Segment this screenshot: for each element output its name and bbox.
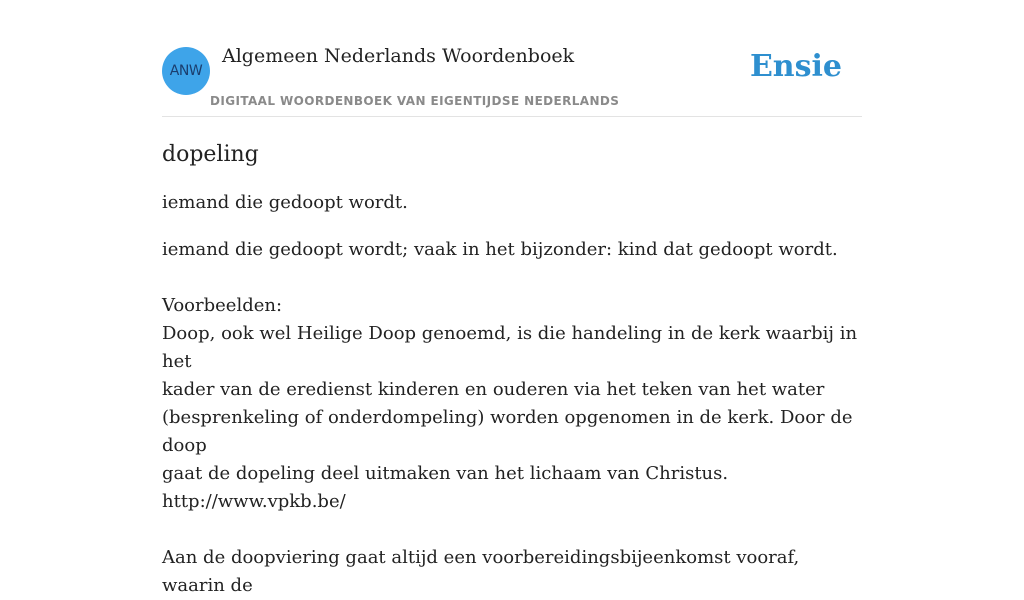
- examples-label: Voorbeelden:: [162, 295, 283, 316]
- example-line: gaat de dopeling deel uitmaken van het lichaam van Christus.: [162, 463, 729, 484]
- example-source: http://www.vpkb.be/: [162, 491, 346, 512]
- spacer: [162, 264, 862, 292]
- example-line: Doop, ook wel Heilige Doop genoemd, is die handeling in de kerk waarbij in het: [162, 323, 858, 372]
- example-line: Aan de doopviering gaat altijd een voorbereidingsbijeenkomst vooraf, waarin de: [162, 547, 800, 596]
- example-line: kader van de eredienst kinderen en ouderen via het teken van het water: [162, 379, 825, 400]
- headword: dopeling: [162, 142, 259, 167]
- site-subtitle: DIGITAAL WOORDENBOEK VAN EIGENTIJDSE NEDERLANDS: [210, 94, 620, 108]
- example-line: (besprenkeling of onderdompeling) worden opgenomen in de kerk. Door de doop: [162, 407, 853, 456]
- site-title[interactable]: Algemeen Nederlands Woordenboek: [222, 45, 575, 67]
- anw-logo[interactable]: [162, 47, 210, 95]
- long-definition: iemand die gedoopt wordt; vaak in het bijzonder: kind dat gedoopt wordt.: [162, 239, 838, 260]
- site-header: [162, 0, 862, 117]
- entry-content: [162, 138, 862, 600]
- logo-text: ANW: [169, 63, 203, 79]
- ensie-brand-logo[interactable]: Ensie: [749, 49, 842, 84]
- long-definition-block: [162, 236, 862, 600]
- short-definition: iemand die gedoopt wordt.: [162, 192, 408, 213]
- spacer: [162, 516, 862, 544]
